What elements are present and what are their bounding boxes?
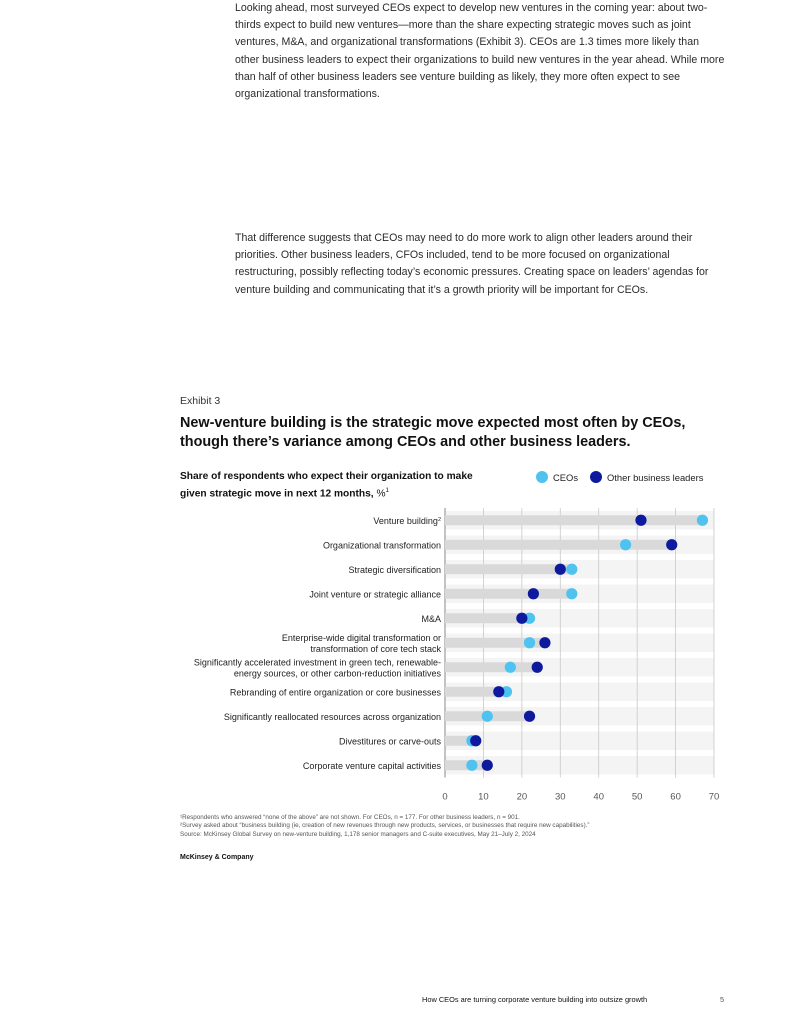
footnote-2: ²Survey asked about “business building (ie, creation of new revenues through new products, services, or businesses that require new capabilities).” xyxy=(180,822,590,830)
dot-ceos xyxy=(482,711,493,722)
footer-article-title: How CEOs are turning corporate venture building into outsize growth xyxy=(422,995,648,1004)
dot-ceos xyxy=(466,760,477,771)
range-bar xyxy=(445,515,702,525)
x-tick-label: 30 xyxy=(554,791,566,803)
dot-ceos xyxy=(505,662,516,673)
x-tick-label: 40 xyxy=(593,791,605,803)
category-label: M&A xyxy=(421,613,441,624)
x-tick-label: 10 xyxy=(478,791,489,803)
page-number: 5 xyxy=(720,995,725,1004)
dot-ceos xyxy=(566,588,577,599)
dot-ceos xyxy=(697,515,708,526)
category-label: Strategic diversification xyxy=(348,564,441,575)
range-bar xyxy=(445,662,537,672)
category-label: Divestitures or carve-outs xyxy=(338,736,441,747)
range-bar xyxy=(445,564,572,574)
category-label: Enterprise-wide digital transformation or xyxy=(281,632,441,643)
dot-other-leaders xyxy=(532,662,543,673)
x-tick-label: 0 xyxy=(442,791,448,803)
x-tick-label: 60 xyxy=(670,791,681,803)
footnote-1: ¹Respondents who answered “none of the above” are not shown. For CEOs, n = 177. For other business leaders, n = 901. xyxy=(180,814,520,821)
category-label: Organizational transformation xyxy=(322,540,441,551)
category-label: transformation of core tech stack xyxy=(310,643,441,654)
legend-label-ceos: CEOs xyxy=(553,471,579,483)
chart-subtitle-unit: % xyxy=(376,488,386,500)
dot-other-leaders xyxy=(482,760,493,771)
chart-subtitle-footnote: 1 xyxy=(385,488,389,494)
dot-ceos xyxy=(620,539,631,550)
category-label: Joint venture or strategic alliance xyxy=(309,589,441,600)
legend-label-other-leaders: Other business leaders xyxy=(607,471,704,483)
exhibit-title: New-venture building is the strategic move expected most often by CEOs, though there’s variance among CEOs and other business leaders. xyxy=(180,415,686,450)
category-label: energy sources, or other carbon-reduction initiatives xyxy=(233,668,441,679)
dot-other-leaders xyxy=(470,735,481,746)
dot-other-leaders xyxy=(635,515,646,526)
footnote-source: Source: McKinsey Global Survey on new-venture building, 1,178 senior managers and C-suite executives, May 21–July 2, 2024 xyxy=(180,830,536,838)
paragraph-2: That difference suggests that CEOs may need to do more work to align other leaders around their priorities. Other business leaders, CFOs included, tend to be more focused on organizational restructuring, possibly reflecting today’s economic pressures. Creating space on leaders’ agendas for venture building and communicating that it’s a growth priority will be important for CEOs. xyxy=(235,232,709,296)
range-bar xyxy=(445,589,572,599)
category-label: Significantly accelerated investment in green tech, renewable- xyxy=(193,657,441,668)
brand-name: McKinsey & Company xyxy=(180,854,254,861)
range-bar xyxy=(445,540,672,550)
dot-other-leaders xyxy=(528,588,539,599)
dot-ceos xyxy=(566,564,577,575)
dot-other-leaders xyxy=(524,711,535,722)
dot-other-leaders xyxy=(516,613,527,624)
footnotes xyxy=(180,814,740,839)
category-label: Corporate venture capital activities xyxy=(302,760,441,771)
dot-other-leaders xyxy=(666,539,677,550)
x-tick-label: 50 xyxy=(631,791,643,803)
category-label: Significantly reallocated resources across organization xyxy=(223,711,441,722)
category-label: Rebranding of entire organization or core businesses xyxy=(229,687,441,698)
dot-other-leaders xyxy=(555,564,566,575)
x-tick-label: 20 xyxy=(516,791,528,803)
dot-other-leaders xyxy=(493,686,504,697)
chart-subtitle-text: Share of respondents who expect their organization to make given strategic move in next 12 months, xyxy=(180,471,473,500)
range-bar xyxy=(445,760,487,770)
paragraph-1: Looking ahead, most surveyed CEOs expect to develop new ventures in the coming year: about two-thirds expect to build new ventures—more than the share expecting strategic moves such as joint ventures, M&A, and organizational transformations (Exhibit 3). CEOs are 1.3 times more likely than other business leaders to expect their organizations to build new ventures in the year ahead. While more than half of other business leaders see venture building as likely, they more often expect to see organizational transformations. xyxy=(235,2,725,101)
category-label: Venture building$^2$ xyxy=(373,515,441,526)
exhibit-label: Exhibit 3 xyxy=(180,395,221,407)
dot-ceos xyxy=(524,637,535,648)
x-tick-label: 70 xyxy=(708,791,720,803)
row-band xyxy=(445,732,714,751)
dot-other-leaders xyxy=(539,637,550,648)
